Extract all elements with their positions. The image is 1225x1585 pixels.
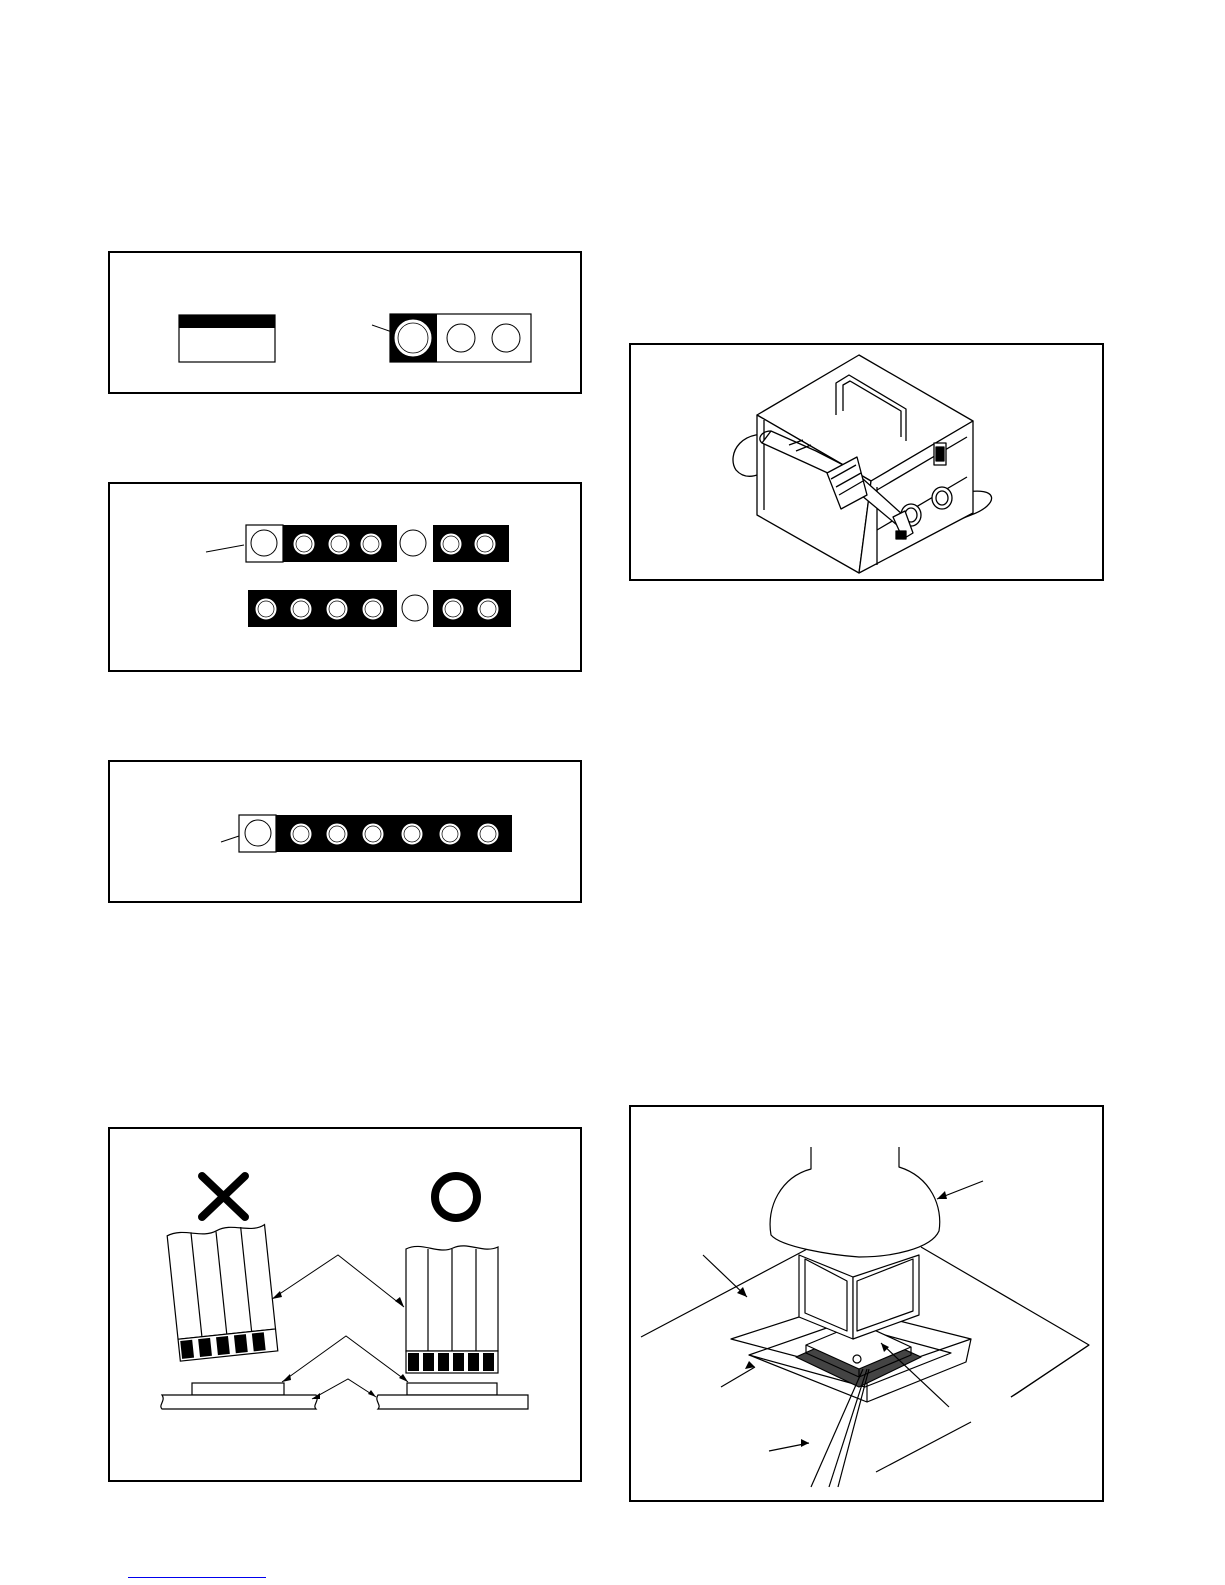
ic-right	[407, 1383, 497, 1395]
fig-pin-marking-14pin	[108, 482, 582, 672]
nozzle-vertical	[406, 1246, 498, 1373]
leader-lines	[272, 1255, 408, 1399]
chip-symbol	[179, 315, 275, 362]
hot-air-station-drawing	[631, 345, 1106, 583]
pin-row	[239, 815, 512, 852]
pcb-left	[161, 1395, 317, 1409]
ic-left	[192, 1383, 284, 1395]
leader-line	[372, 325, 392, 332]
pin-marking-7pin-drawing	[110, 762, 584, 905]
footer-link-underline[interactable]	[128, 1577, 266, 1578]
pin-row-upper	[246, 525, 509, 562]
pcb-right	[377, 1395, 528, 1409]
fig-pin-marking-7pin	[108, 760, 582, 903]
pin-marking-3pin-drawing	[110, 253, 584, 396]
fig-hot-air-station	[629, 343, 1104, 581]
wrong-mark-icon	[202, 1176, 245, 1217]
hot-air-bell	[770, 1147, 940, 1257]
correct-mark-icon	[435, 1176, 477, 1218]
qfp-removal-drawing	[631, 1107, 1106, 1504]
wrong-vs-correct-drawing	[110, 1129, 584, 1484]
nozzle-tilted	[167, 1224, 278, 1362]
nozzle-head	[799, 1255, 919, 1339]
fig-pin-marking-3pin	[108, 251, 582, 394]
pin-row-lower	[248, 590, 511, 627]
pin-strip-3	[390, 314, 531, 362]
fig-qfp-removal	[629, 1105, 1104, 1502]
pin-marking-14pin-drawing	[110, 484, 584, 674]
fig-wrong-vs-correct	[108, 1127, 582, 1482]
leader-line	[221, 836, 239, 842]
knob-temperature	[932, 487, 952, 509]
leader-line	[206, 545, 244, 552]
